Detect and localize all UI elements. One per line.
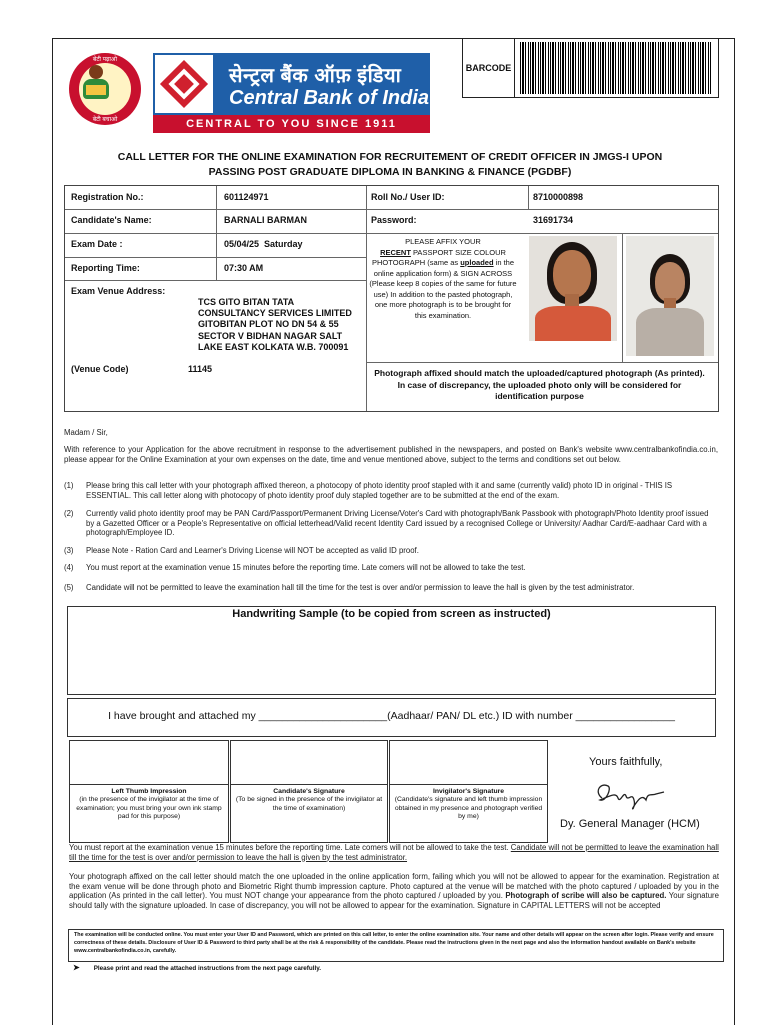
- invigilator-signature-desc: (Candidate's signature and left thumb impression obtained in my presence and photograph verified by me): [394, 796, 543, 821]
- salutation: Madam / Sir,: [64, 428, 108, 437]
- beti-bachao-logo: [69, 53, 141, 125]
- online-exam-notice: [68, 929, 724, 962]
- point-2-number: (2): [64, 509, 74, 518]
- left-thumb-box[interactable]: [69, 740, 229, 843]
- point-3-number: (3): [64, 546, 74, 555]
- candidate-signature-box[interactable]: [230, 740, 388, 843]
- photo-note-part-c: Your signature should tally with the signature uploaded. In case of discrepancy, you will not be allowed to appear for the examination. Signature in CAPITAL LETTERS will not be accepted: [69, 891, 719, 910]
- reporting-time-value: 07:30 AM: [224, 263, 264, 273]
- thumb-title: Left Thumb Impression: [111, 788, 187, 795]
- barcode-box: [462, 38, 719, 98]
- bank-name-english: Central Bank of India: [229, 87, 430, 109]
- thumb-desc: (in the presence of the invigilator at the time of examination; you must bring your own ink stamp pad for this purpose): [76, 796, 222, 821]
- photo-match-note: [69, 872, 719, 910]
- arrow-icon: ➤: [73, 963, 80, 972]
- venue-code-value: 11145: [188, 364, 213, 374]
- point-2-text: Currently valid photo identity proof may be PAN Card/Passport/Permanent Driving License/Voter's Card with photograph/Bank Passbook with photograph/Photo Identity proof issued by a Gazetted Officer or a People's Representative on official letterhead/Valid recent Identity Card issued by a recognised College or University/ Aadhar Card/E-aadhaar Card with a photograph/Employee ID.: [86, 509, 709, 537]
- exam-date-label: Exam Date :: [71, 239, 123, 249]
- photo-note-recent: RECENT: [380, 247, 411, 257]
- logo-round-top-text: बेटी पढ़ाओ: [92, 57, 118, 63]
- reporting-time-label: Reporting Time:: [71, 263, 140, 273]
- point-5-number: (5): [64, 583, 74, 592]
- venue-line-3: GITOBITAN PLOT NO DN 54 & 55: [198, 319, 339, 330]
- candidate-signature-title: Candidate's Signature: [273, 788, 345, 795]
- handwriting-sample-box[interactable]: [67, 606, 716, 695]
- venue-label: Exam Venue Address:: [71, 286, 166, 296]
- venue-code-label: (Venue Code): [71, 364, 129, 374]
- designation: Dy. General Manager (HCM): [560, 818, 700, 830]
- point-1-number: (1): [64, 481, 74, 490]
- venue-line-4: SECTOR V BIDHAN NAGAR SALT: [198, 330, 343, 341]
- roll-value: 8710000898: [533, 192, 584, 202]
- logo-round-bottom-text: बेटी बचाओ: [92, 117, 118, 123]
- candidate-signature-desc: (To be signed in the presence of the invigilator at the time of examination): [235, 796, 383, 812]
- report-note-b: Candidate will not be permitted to leave the examination hall till the time for the test is over and/or permission to leave the hall is given by the test administrator.: [69, 843, 719, 862]
- photo-note-uploaded: uploaded: [460, 258, 494, 267]
- id-declaration-text: I have brought and attached my ______________________(Aadhaar/ PAN/ DL etc.) ID with number _________________: [108, 710, 675, 722]
- name-label: Candidate's Name:: [71, 215, 152, 225]
- bank-emblem-icon: [155, 55, 213, 113]
- online-exam-notice-text: The examination will be conducted online. You must enter your User ID and Password, which are printed on this call letter, to enter the online examination site. Your name and other details will appear on the screen after login. Please verify and ensure correctness of these details. Disclosure of User ID & Password to third party shall be at the risk & responsibility of the candidate. Please read the instructions given in the next page and also the information handout available on Bank's website www.centralbankofindia.co.in, carefully.: [74, 932, 714, 954]
- photo-instruction: [368, 237, 518, 321]
- invigilator-signature-box[interactable]: [389, 740, 548, 843]
- venue-line-2: CONSULTANCY SERVICES LIMITED: [198, 308, 352, 319]
- bank-tagline: CENTRAL TO YOU SINCE 1911: [153, 115, 430, 133]
- registration-label: Registration No.:: [71, 192, 144, 202]
- venue-address: [198, 297, 352, 353]
- report-note-a: You must report at the examination venue 15 minutes before the reporting time. Late comers will not be allowed to take the test.: [69, 843, 511, 852]
- barcode-image: [520, 42, 712, 94]
- officer-signature-icon: [590, 778, 670, 814]
- password-label: Password:: [371, 215, 417, 225]
- photo-caption: Photograph affixed should match the uploaded/captured photograph (As printed). In case of discrepancy, the uploaded photo only will be considered for identification purpose: [374, 368, 705, 401]
- photo-note-c: in the online application form) & SIGN ACROSS (Please keep 8 copies of the same for future use) In addition to the pasted photograph, one more photograph is to be brought for this examination.: [369, 258, 517, 320]
- venue-line-5: LAKE EAST KOLKATA W.B. 700091: [198, 341, 349, 352]
- central-bank-logo: [153, 53, 430, 133]
- barcode-label: BARCODE: [463, 39, 515, 97]
- yours-faithfully: Yours faithfully,: [589, 756, 663, 768]
- bank-name-hindi: सेन्ट्रल बैंक ऑफ़ इंडिया: [229, 65, 402, 87]
- exam-date-value: 05/04/25 Saturday: [224, 239, 303, 249]
- point-1-text: Please bring this call letter with your photograph affixed thereon, a photocopy of photo identity proof stapled with it and same (currently valid) photo ID in original - THIS IS ESSENTIAL. This call letter along with photocopy of photo identity proof duly stapled together are to be submitted at the end of the exam.: [86, 481, 673, 500]
- password-value: 31691734: [533, 215, 574, 225]
- captured-photo: [626, 236, 714, 356]
- uploaded-photo: [529, 236, 617, 341]
- intro-paragraph: With reference to your Application for the above recruitment in response to the advertisement published in the newspapers, and posted on Bank's website www.centralbankofindia.co.in, please appear for the Online Examination at your own expenses on the date, time and venue mentioned above, subject to the terms and conditions set out below.: [64, 445, 718, 464]
- print-instruction-text: Please print and read the attached instructions from the next page carefully.: [93, 965, 322, 972]
- point-4-text: You must report at the examination venue 15 minutes before the reporting time. Late comers will not be allowed to take the test.: [86, 563, 526, 572]
- print-instruction: [73, 963, 321, 972]
- title-line-2: PASSING POST GRADUATE DIPLOMA IN BANKING & FINANCE (PGDBF): [208, 166, 572, 178]
- name-value: BARNALI BARMAN: [224, 215, 307, 225]
- id-declaration-box[interactable]: [67, 698, 716, 737]
- photo-note-part-a: Your photograph affixed on the call letter should match the one uploaded in the online application form, failing which you will not be allowed to appear for the examination. Registration at the exam venue will be done through photo and Biometric Right thumb impression capture. Photo captured at the venue will be matched with the photo captured / uploaded by you in the application (As printed in the call letter). You must NOT change your appearance from the photo captured / uploaded by you.: [69, 872, 719, 900]
- invigilator-signature-title: Invigilator's Signature: [432, 788, 505, 795]
- registration-value: 601124971: [224, 192, 269, 202]
- photo-note-part-b: Photograph of scribe will also be captured.: [505, 891, 667, 900]
- handwriting-heading: Handwriting Sample (to be copied from screen as instructed): [232, 608, 551, 620]
- photo-note-b: PASSPORT SIZE COLOUR PHOTOGRAPH (same as: [372, 247, 506, 267]
- point-4-number: (4): [64, 563, 74, 572]
- point-3-text: Please Note - Ration Card and Learner's Driving License will NOT be accepted as valid ID proof.: [86, 546, 419, 555]
- photo-note-a: PLEASE AFFIX YOUR: [405, 237, 481, 246]
- roll-label: Roll No./ User ID:: [371, 192, 445, 202]
- report-note: [69, 843, 719, 862]
- title-line-1: CALL LETTER FOR THE ONLINE EXAMINATION FOR RECRUITEMENT OF CREDIT OFFICER IN JMGS-I UPON: [117, 151, 663, 163]
- venue-line-1: TCS GITO BITAN TATA: [198, 297, 295, 307]
- point-5-text: Candidate will not be permitted to leave the examination hall till the time for the test is over and/or permission to leave the hall is given by the test administrator.: [86, 583, 635, 592]
- letter-title: [80, 150, 700, 180]
